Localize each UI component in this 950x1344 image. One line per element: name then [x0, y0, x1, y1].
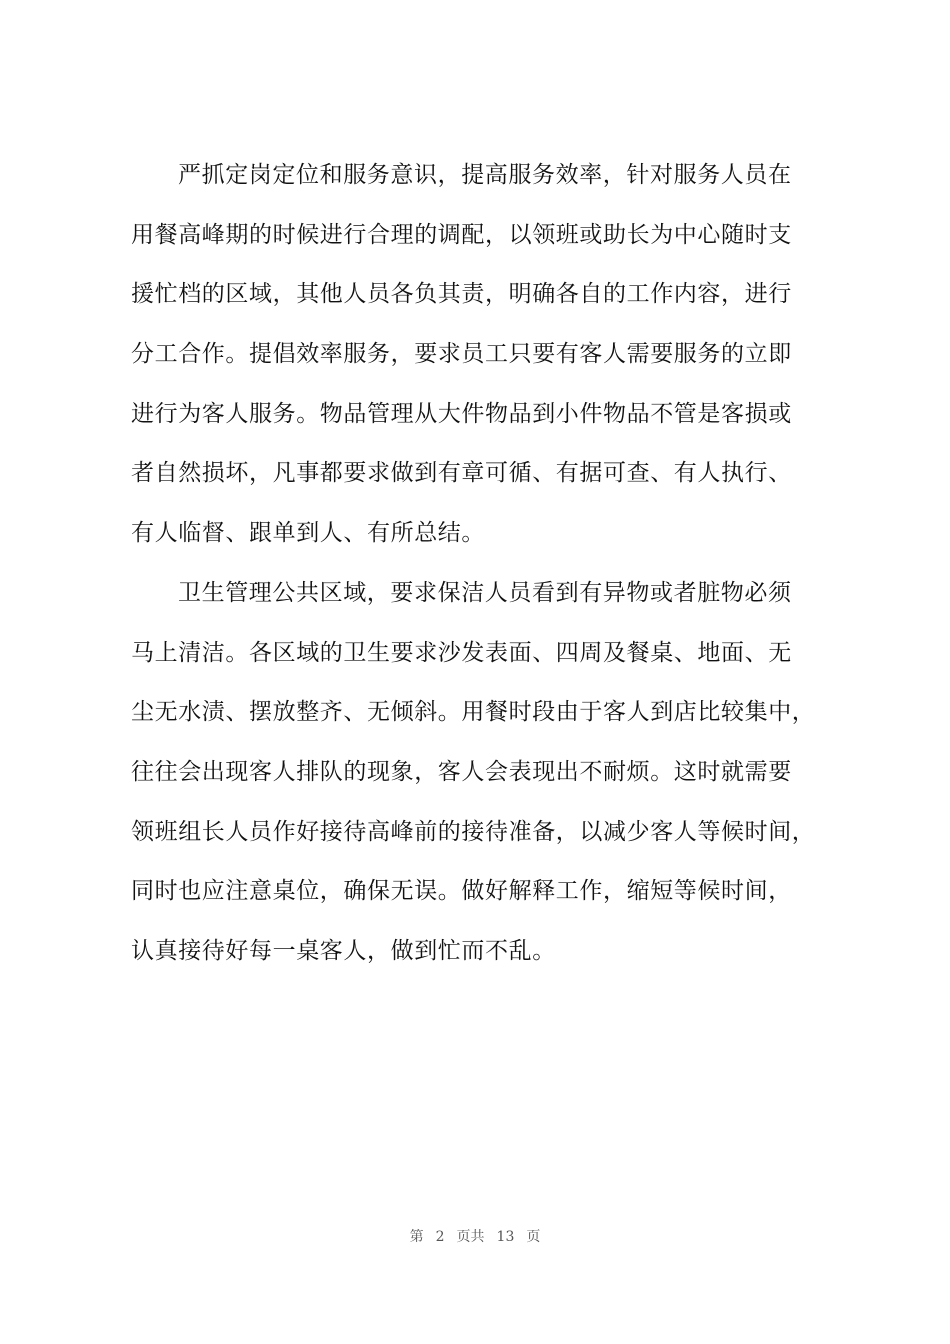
text-line: 马上清洁。各区域的卫生要求沙发表面、四周及餐桌、地面、无: [131, 639, 792, 666]
page-footer: [0, 1226, 950, 1246]
footer-total-pages: 13: [496, 1229, 515, 1245]
text-line: 认真接待好每一桌客人，做到忙而不乱。: [131, 937, 556, 964]
footer-middle: 页共: [456, 1229, 485, 1245]
text-line: 分工合作。提倡效率服务，要求员工只要有客人需要服务的立即: [131, 341, 792, 368]
footer-prefix: 第: [409, 1229, 424, 1245]
text-line: 者自然损坏，凡事都要求做到有章可循、有据可查、有人执行、: [131, 460, 792, 487]
text-line: 严抓定岗定位和服务意识，提高服务效率，针对服务人员在: [178, 162, 792, 188]
text-line: 援忙档的区域，其他人员各负其责，明确各自的工作内容，进行: [131, 281, 792, 308]
paragraph-2: [131, 564, 851, 982]
text-line: 同时也应注意桌位，确保无误。做好解释工作，缩短等候时间，: [131, 878, 792, 905]
text-line: 有人临督、跟单到人、有所总结。: [131, 520, 485, 547]
text-line: 领班组长人员作好接待高峰前的接待准备，以减少客人等候时间，: [131, 818, 816, 845]
body-text: [131, 146, 851, 982]
text-line: 进行为客人服务。物品管理从大件物品到小件物品不管是客损或: [131, 400, 792, 427]
footer-current-page: 2: [435, 1229, 445, 1245]
text-line: 用餐高峰期的时候进行合理的调配，以领班或助长为中心随时支: [131, 221, 792, 248]
footer-suffix: 页: [526, 1229, 541, 1245]
text-line: 尘无水渍、摆放整齐、无倾斜。用餐时段由于客人到店比较集中，: [131, 699, 816, 726]
text-line: 卫生管理公共区域，要求保洁人员看到有异物或者脏物必须: [178, 579, 792, 606]
text-line: 往往会出现客人排队的现象，客人会表现出不耐烦。这时就需要: [131, 758, 792, 785]
paragraph-1: [131, 146, 851, 564]
